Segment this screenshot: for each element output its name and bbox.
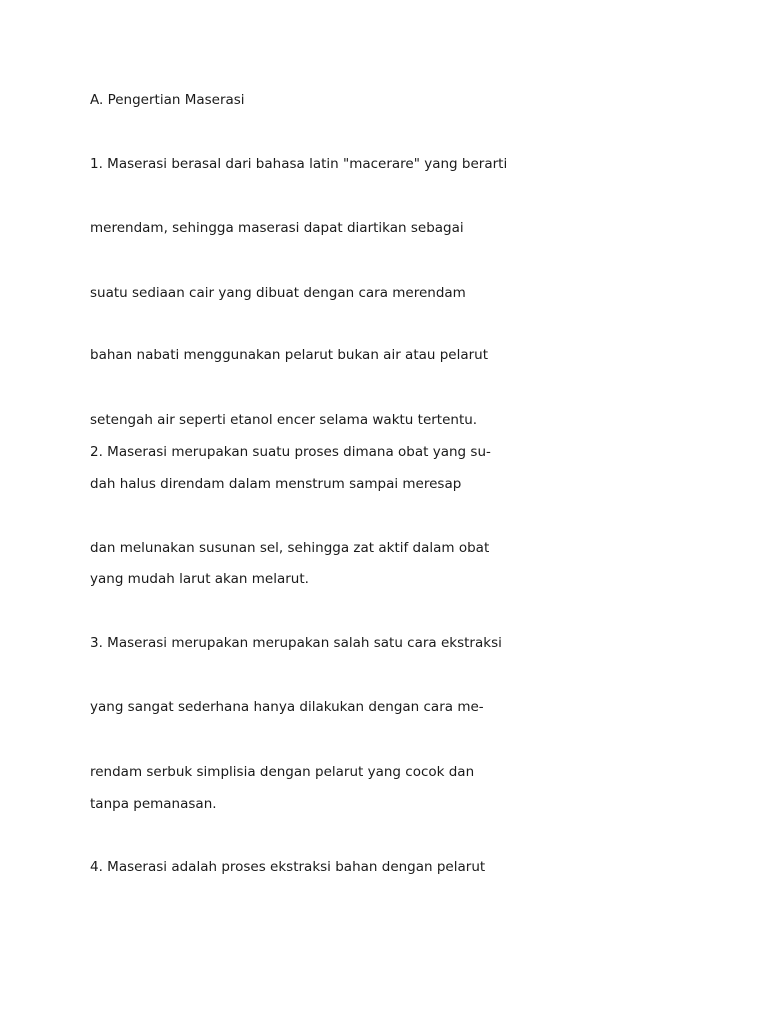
text-line: 4. Maserasi adalah proses ekstraksi bahan dengan pelarut bbox=[90, 859, 486, 875]
text-line: dan melunakan susunan sel, sehingga zat aktif dalam obat bbox=[90, 540, 490, 556]
text-line: tanpa pemanasan. bbox=[90, 796, 217, 812]
text-line: rendam serbuk simplisia dengan pelarut yang cocok dan bbox=[90, 764, 475, 780]
text-line: suatu sediaan cair yang dibuat dengan cara merendam bbox=[90, 285, 466, 301]
text-line: setengah air seperti etanol encer selama waktu tertentu. bbox=[90, 412, 478, 428]
section-heading: A. Pengertian Maserasi bbox=[90, 92, 245, 108]
text-line: 2. Maserasi merupakan suatu proses dimana obat yang su- bbox=[90, 444, 491, 460]
text-line: yang mudah larut akan melarut. bbox=[90, 571, 309, 587]
text-line: yang sangat sederhana hanya dilakukan dengan cara me- bbox=[90, 699, 484, 715]
text-line: dah halus direndam dalam menstrum sampai meresap bbox=[90, 476, 462, 492]
text-line: merendam, sehingga maserasi dapat diartikan sebagai bbox=[90, 220, 464, 236]
text-line: 1. Maserasi berasal dari bahasa latin "macerare" yang berarti bbox=[90, 156, 508, 172]
text-line: bahan nabati menggunakan pelarut bukan air atau pelarut bbox=[90, 347, 489, 363]
text-line: 3. Maserasi merupakan merupakan salah satu cara ekstraksi bbox=[90, 635, 502, 651]
